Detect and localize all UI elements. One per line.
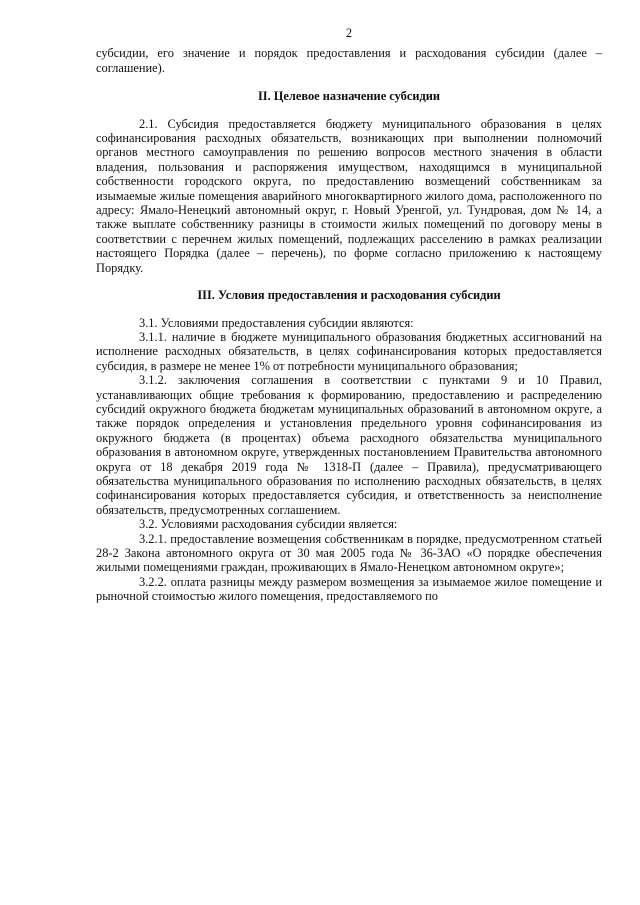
document-page xyxy=(96,26,602,604)
carryover-paragraph: субсидии, его значение и порядок предоставления и расходования субсидии (далее – соглашение). xyxy=(96,46,602,75)
paragraph-3-1: 3.1. Условиями предоставления субсидии являются: xyxy=(139,315,414,330)
paragraph-2-1: 2.1. Субсидия предоставляется бюджету муниципального образования в целях софинансирования расходных обязательств, возникающих при выполнении полномочий органов местного самоуправления по решению вопросов местного значения в области владения, пользования и распоряжения имуществом, находящимся в муниципальной собственности городского округа, по предоставлению возмещений собственникам за изымаемые жилые помещения аварийного многоквартирного жилого дома, расположенного по адресу: Ямало-Ненецкий автономный округ, г. Новый Уренгой, ул. Тундровая, дом № 14, а также выплате собственнику разницы в стоимости жилых помещений по договору мены в соответствии с перечнем жилых помещений, подлежащих расселению в рамках реализации настоящего Порядка (далее – перечень), по форме согласно приложению к настоящему Порядку. xyxy=(96,116,602,275)
paragraph-3-2-1: 3.2.1. предоставление возмещения собственникам в порядке, предусмотренном статьей 28-2 Закона автономного округа от 30 мая 2005 года № 36-ЗАО «О порядке обеспечения жилыми помещениями граждан, проживающих в Ямало-Ненецком автономном округе»; xyxy=(96,531,602,575)
paragraph-3-2: 3.2. Условиями расходования субсидии является: xyxy=(139,517,398,532)
page-number: 2 xyxy=(345,26,353,40)
section-3-heading: III. Условия предоставления и расходования субсидии xyxy=(197,288,501,303)
paragraph-3-1-2: 3.1.2. заключения соглашения в соответствии с пунктами 9 и 10 Правил, устанавливающих общие требования к формированию, предоставлению и распределению субсидий окружного бюджета бюджетам муниципальных образований в автономном округе, а также порядок определения и установления предельного уровня софинансирования из окружного бюджета (в процентах) объема расходного обязательства муниципального образования в автономном округе, утвержденных постановлением Правительства автономного округа от 18 декабря 2019 года № 1318-П (далее – Правила), предусматривающего обязательства муниципального образования по исполнению расходных обязательств, в целях софинансирования которых предоставляется субсидия, и ответственность за неисполнение обязательств, предусмотренных соглашением. xyxy=(96,373,602,517)
section-2-heading: II. Целевое назначение субсидии xyxy=(257,89,441,104)
paragraph-3-2-2: 3.2.2. оплата разницы между размером возмещения за изымаемое жилое помещение и рыночной стоимостью жилого помещения, предоставляемого по xyxy=(96,574,602,604)
paragraph-3-1-1: 3.1.1. наличие в бюджете муниципального образования бюджетных ассигнований на исполнение расходных обязательств, в целях софинансирования которых предоставляется субсидия, в размере не менее 1% от потребности муниципального образования; xyxy=(96,329,602,373)
